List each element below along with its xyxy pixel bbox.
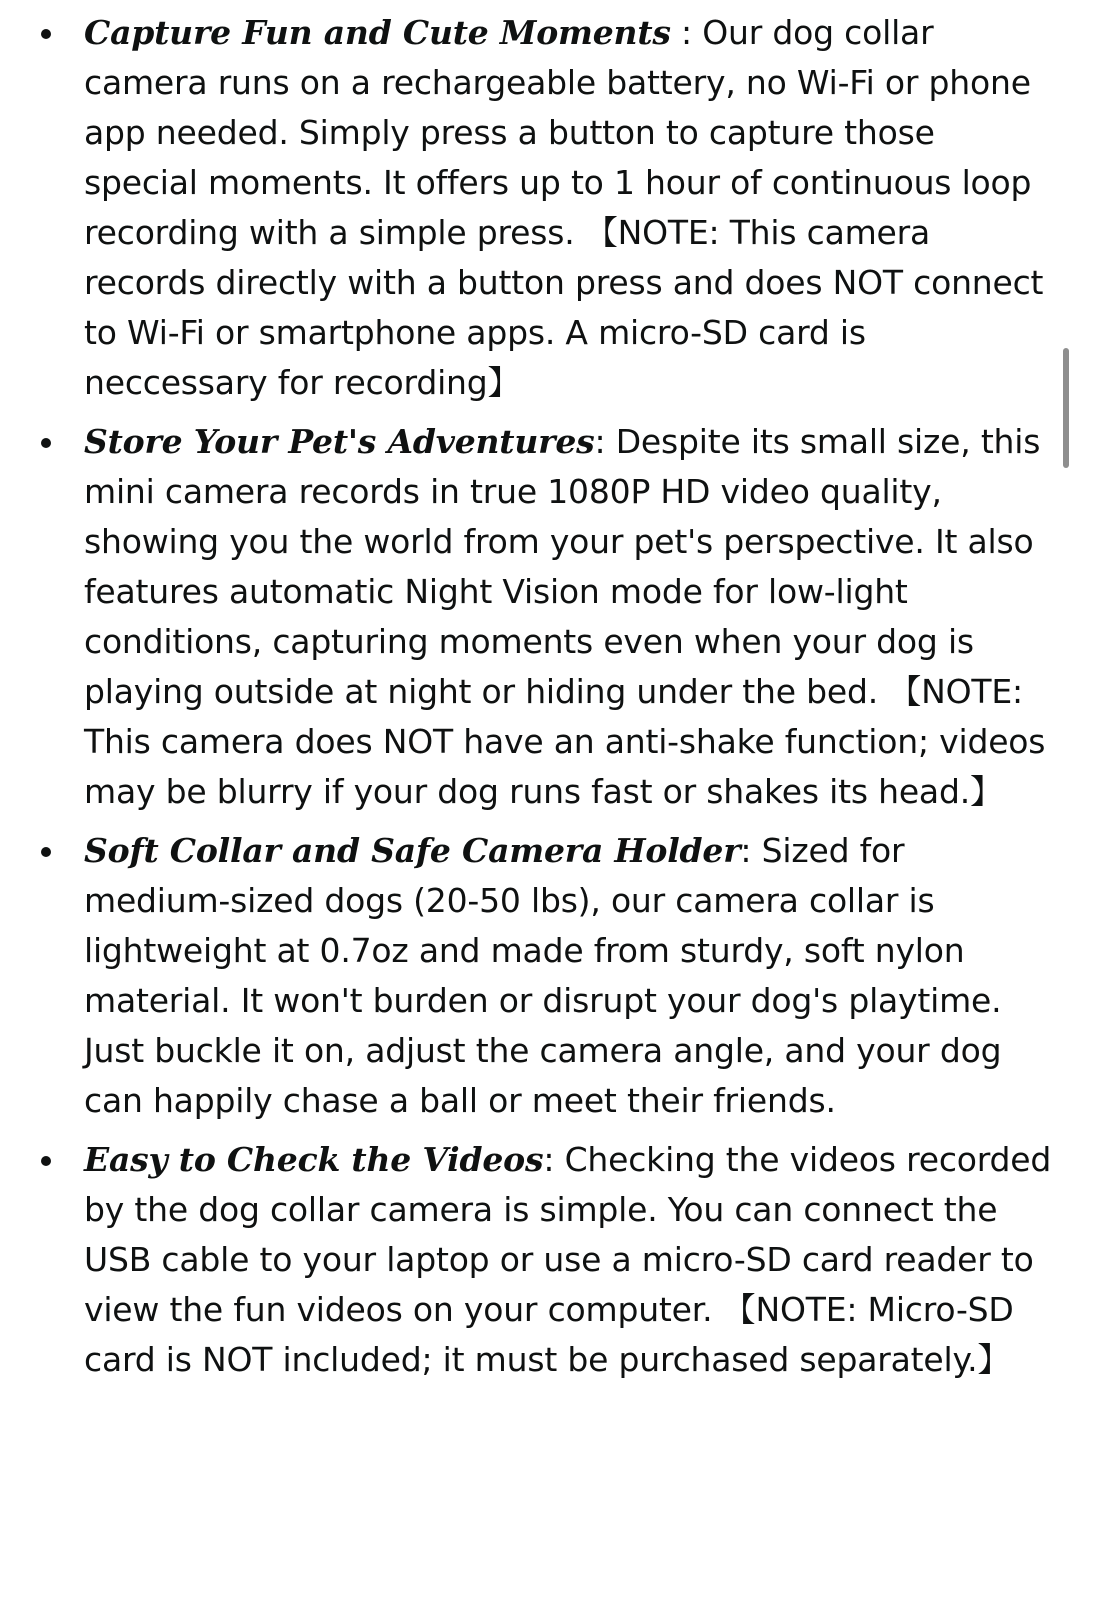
feature-bullet: [0, 1135, 1060, 1385]
feature-heading: Capture Fun and Cute Moments: [84, 13, 671, 52]
feature-body: Despite its small size, this mini camera records in true 1080P HD video quality, showing you the world from your pet's perspective. It also features automatic Night Vision mode for low-light conditions, capturing moments even when your dog is playing outside at night or hiding under the bed. 【NOTE: This camera does NOT have an anti-shake function; videos may be blurry if your dog runs fast or shakes its head.】: [84, 422, 1046, 811]
feature-separator: :: [543, 1140, 565, 1179]
feature-bullet-list: [0, 8, 1060, 1394]
feature-heading: Soft Collar and Safe Camera Holder: [84, 831, 741, 870]
bullet-dot-icon: [41, 29, 51, 39]
feature-bullet: [0, 8, 1060, 408]
feature-separator: :: [740, 831, 762, 870]
bullet-dot-icon: [41, 438, 51, 448]
feature-heading: Easy to Check the Videos: [84, 1140, 544, 1179]
feature-body: Sized for medium-sized dogs (20-50 lbs), our camera collar is lightweight at 0.7oz and made from sturdy, soft nylon material. It won't burden or disrupt your dog's playtime. Just buckle it on, adjust the camera angle, and your dog can happily chase a ball or meet their friends.: [84, 831, 1002, 1120]
bullet-dot-icon: [41, 847, 51, 857]
feature-bullet: [0, 826, 1060, 1126]
feature-separator: :: [594, 422, 616, 461]
feature-heading: Store Your Pet's Adventures: [84, 422, 595, 461]
feature-body: Checking the videos recorded by the dog collar camera is simple. You can connect the USB cable to your laptop or use a micro-SD card reader to view the fun videos on your computer. 【NOTE: Micro-SD card is NOT included; it must be purchased separately.】: [84, 1140, 1052, 1379]
feature-body: Our dog collar camera runs on a rechargeable battery, no Wi-Fi or phone app needed. Simply press a button to capture those special moments. It offers up to 1 hour of continuous loop recording with a simple press. 【NOTE: This camera records directly with a button press and does NOT connect to Wi-Fi or smartphone apps. A micro-SD card is neccessary for recording】: [84, 13, 1044, 402]
bullet-dot-icon: [41, 1156, 51, 1166]
scrollbar-thumb[interactable]: [1063, 348, 1069, 468]
feature-separator: :: [670, 13, 703, 52]
feature-bullet: [0, 417, 1060, 817]
